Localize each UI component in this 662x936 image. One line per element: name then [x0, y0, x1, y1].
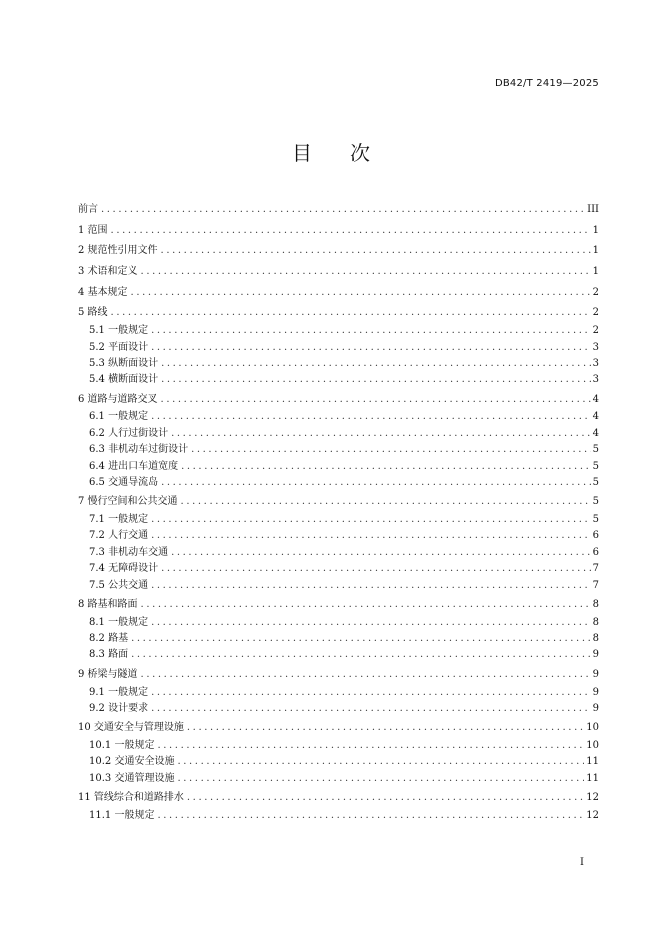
dot-leader [161, 391, 591, 410]
toc-entry-page: 11 [586, 756, 599, 768]
toc-entry-page: 5 [592, 496, 599, 508]
dot-leader [151, 701, 591, 717]
toc-section-entry[interactable] [78, 578, 599, 594]
toc-entry-label: 7.5 公共交通 [89, 579, 149, 591]
toc-entry-page: 4 [592, 411, 599, 423]
toc-entry-page: 9 [592, 702, 599, 714]
toc-chapter-entry[interactable] [78, 242, 599, 261]
dot-leader [151, 578, 591, 594]
toc-entry-page: 2 [592, 307, 599, 319]
toc-entry-label: 7.1 一般规定 [89, 514, 149, 526]
table-of-contents [78, 201, 599, 824]
toc-section-entry[interactable] [78, 356, 599, 372]
toc-entry-label: 6.1 一般规定 [89, 411, 149, 423]
toc-chapter-entry[interactable] [78, 666, 599, 685]
dot-leader [181, 459, 591, 475]
toc-section-entry[interactable] [78, 561, 599, 577]
dot-leader [161, 372, 591, 388]
toc-entry-label: 8.2 路基 [89, 633, 129, 645]
title-char-2: 次 [350, 141, 370, 165]
dot-leader [131, 284, 591, 303]
toc-entry-label: 9 桥梁与隧道 [78, 668, 138, 680]
toc-section-entry[interactable] [78, 528, 599, 544]
dot-leader [177, 754, 584, 770]
toc-entry-page: 11 [586, 772, 599, 784]
dot-leader [141, 666, 591, 685]
toc-entry-label: 6.4 进出口车道宽度 [89, 460, 179, 472]
toc-entry-page: 10 [586, 739, 599, 751]
toc-entry-label: 10.2 交通安全设施 [89, 756, 175, 768]
dot-leader [131, 631, 591, 647]
toc-entry-page: 7 [592, 563, 599, 575]
toc-entry-label: 11.1 一般规定 [89, 809, 155, 821]
toc-section-entry[interactable] [78, 754, 599, 770]
toc-entry-page: 6 [592, 530, 599, 542]
toc-entry-label: 3 术语和定义 [78, 266, 138, 278]
toc-entry-page: 9 [592, 668, 599, 680]
toc-entry-page: 7 [592, 579, 599, 591]
toc-entry-page: III [587, 204, 599, 215]
toc-section-entry[interactable] [78, 701, 599, 717]
toc-chapter-entry[interactable] [78, 284, 599, 303]
toc-entry-label: 10.1 一般规定 [89, 739, 155, 751]
toc-entry-label: 7.4 无障碍设计 [89, 563, 159, 575]
dot-leader [151, 528, 591, 544]
toc-section-entry[interactable] [78, 738, 599, 754]
toc-entry-page: 5 [592, 476, 599, 488]
dot-leader [151, 323, 591, 339]
toc-section-entry[interactable] [78, 409, 599, 425]
title-char-1: 目 [292, 141, 312, 165]
toc-entry-label: 前言 [78, 204, 98, 215]
toc-entry-label: 5.2 平面设计 [89, 341, 149, 353]
dot-leader [141, 263, 591, 282]
toc-entry-page: 2 [592, 325, 599, 337]
dot-leader [151, 340, 591, 356]
toc-chapter-entry[interactable] [78, 789, 599, 808]
toc-chapter-entry[interactable] [78, 596, 599, 615]
toc-entry-label: 11 管线综合和道路排水 [78, 792, 184, 804]
toc-entry-label: 9.1 一般规定 [89, 686, 149, 698]
toc-entry-page: 2 [592, 286, 599, 298]
toc-section-entry[interactable] [78, 615, 599, 631]
dot-leader [157, 808, 584, 824]
toc-chapter-entry[interactable] [78, 493, 599, 512]
toc-section-entry[interactable] [78, 685, 599, 701]
toc-entry-label: 10 交通安全与管理设施 [78, 722, 184, 734]
dot-leader [161, 475, 591, 491]
toc-chapter-entry[interactable] [78, 263, 599, 282]
toc-entry-page: 8 [592, 633, 599, 645]
toc-chapter-entry[interactable] [78, 304, 599, 323]
toc-chapter-entry[interactable] [78, 719, 599, 738]
toc-section-entry[interactable] [78, 459, 599, 475]
dot-leader [151, 512, 591, 528]
toc-entry-page: 1 [592, 245, 599, 257]
toc-entry-label: 4 基本规定 [78, 286, 128, 298]
toc-entry-page: 8 [592, 616, 599, 628]
dot-leader [187, 719, 584, 738]
toc-section-entry[interactable] [78, 545, 599, 561]
toc-entry-label: 7.3 非机动车交通 [89, 546, 169, 558]
toc-section-entry[interactable] [78, 647, 599, 663]
dot-leader [131, 647, 591, 663]
toc-chapter-entry[interactable] [78, 391, 599, 410]
toc-entry-page: 1 [592, 266, 599, 278]
toc-entry-label: 7 慢行空间和公共交通 [78, 496, 178, 508]
toc-entry-label: 9.2 设计要求 [89, 702, 149, 714]
toc-entry-page: 3 [592, 374, 599, 386]
dot-leader [161, 242, 591, 261]
toc-entry-page: 5 [592, 514, 599, 526]
toc-section-entry[interactable] [78, 771, 599, 787]
toc-section-entry[interactable] [78, 512, 599, 528]
dot-leader [111, 304, 591, 323]
toc-chapter-entry[interactable] [78, 222, 599, 241]
toc-entry-page: 9 [592, 649, 599, 661]
toc-entry-label: 7.2 人行交通 [89, 530, 149, 542]
toc-entry-page: 3 [592, 357, 599, 369]
toc-entry-page: 5 [592, 444, 599, 456]
toc-entry-page: 9 [592, 686, 599, 698]
toc-entry-label: 1 范围 [78, 224, 108, 236]
dot-leader [161, 561, 591, 577]
dot-leader [191, 442, 591, 458]
dot-leader [141, 596, 591, 615]
page-title [0, 137, 662, 166]
dot-leader [151, 685, 591, 701]
dot-leader [161, 356, 591, 372]
dot-leader [187, 789, 584, 808]
toc-entry-page: 10 [586, 722, 599, 734]
toc-section-entry[interactable] [78, 808, 599, 824]
dot-leader [171, 426, 591, 442]
dot-leader [157, 738, 584, 754]
toc-section-entry[interactable] [78, 372, 599, 388]
toc-entry-page: 12 [586, 809, 599, 821]
dot-leader [151, 409, 591, 425]
dot-leader [111, 222, 591, 241]
dot-leader [181, 493, 591, 512]
toc-entry-label: 6.2 人行过街设计 [89, 427, 169, 439]
toc-chapter-entry[interactable] [78, 201, 599, 220]
dot-leader [101, 201, 585, 220]
dot-leader [177, 771, 584, 787]
toc-entry-label: 5.3 纵断面设计 [89, 357, 159, 369]
toc-entry-page: 1 [592, 224, 599, 236]
toc-entry-page: 3 [592, 341, 599, 353]
document-code: DB42/T 2419—2025 [494, 78, 599, 89]
toc-entry-page: 12 [586, 792, 599, 804]
toc-section-entry[interactable] [78, 340, 599, 356]
toc-entry-label: 5.1 一般规定 [89, 325, 149, 337]
toc-section-entry[interactable] [78, 442, 599, 458]
toc-entry-page: 5 [592, 460, 599, 472]
page-number: I [580, 857, 584, 868]
toc-entry-page: 4 [592, 393, 599, 405]
toc-entry-page: 6 [592, 546, 599, 558]
toc-entry-label: 6 道路与道路交叉 [78, 393, 158, 405]
toc-entry-label: 5.4 横断面设计 [89, 374, 159, 386]
toc-entry-page: 4 [592, 427, 599, 439]
toc-section-entry[interactable] [78, 631, 599, 647]
toc-entry-label: 6.5 交通导流岛 [89, 476, 159, 488]
toc-entry-label: 6.3 非机动车过街设计 [89, 444, 189, 456]
toc-section-entry[interactable] [78, 475, 599, 491]
toc-section-entry[interactable] [78, 426, 599, 442]
toc-entry-label: 8.1 一般规定 [89, 616, 149, 628]
toc-entry-page: 8 [592, 598, 599, 610]
toc-section-entry[interactable] [78, 323, 599, 339]
toc-entry-label: 8.3 路面 [89, 649, 129, 661]
toc-entry-label: 10.3 交通管理设施 [89, 772, 175, 784]
dot-leader [151, 615, 591, 631]
toc-entry-label: 8 路基和路面 [78, 598, 138, 610]
dot-leader [171, 545, 591, 561]
toc-entry-label: 2 规范性引用文件 [78, 245, 158, 257]
toc-entry-label: 5 路线 [78, 307, 108, 319]
